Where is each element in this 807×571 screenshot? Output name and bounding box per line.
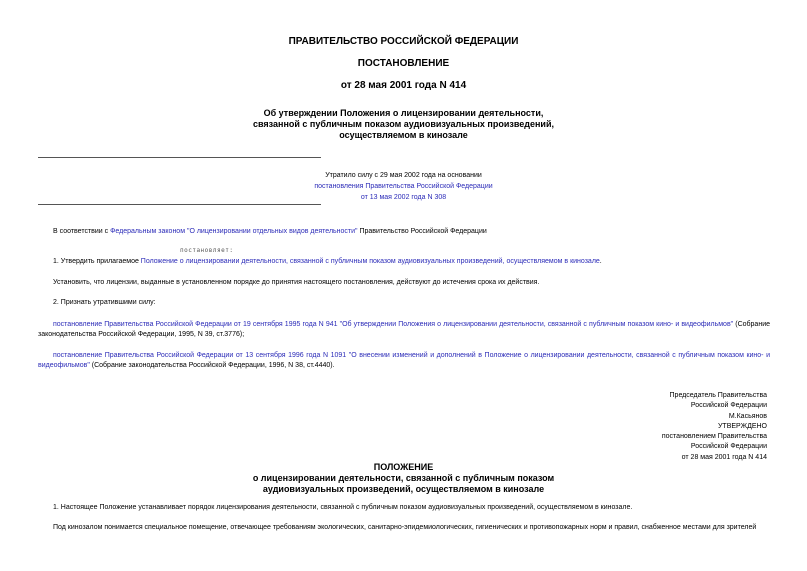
item-1-paragraph [53, 257, 602, 266]
signature-line-3: М.Касьянов [728, 412, 767, 420]
item-2-paragraph: 2. Признать утратившими силу: [53, 299, 156, 306]
item-1-suffix: . [599, 258, 602, 265]
title-line-3: осуществляемом в кинозале [339, 130, 468, 140]
government-name: ПРАВИТЕЛЬСТВО РОССИЙСКОЙ ФЕДЕРАЦИИ [288, 36, 519, 47]
approved-line-2: постановлением Правительства [661, 433, 767, 441]
regulation-heading: ПОЛОЖЕНИЕ [373, 462, 434, 472]
divider-bottom [38, 204, 321, 205]
intro-suffix: Правительство Российской Федерации [357, 228, 487, 235]
regulation-subtitle-2: аудиовизуальных произведений, осуществляемом в кинозале [262, 484, 545, 494]
regulation-paragraph-2: Под кинозалом понимается специальное помещение, отвечающее требованиям экологических, санитарно-эпидемиологических, гигиенических и противопожарных норм и правил, снабженное местами для зрителей [53, 524, 757, 531]
status-link-date[interactable]: от 13 мая 2002 года N 308 [360, 194, 447, 201]
document-title [0, 108, 807, 141]
resolves-word: постановляет: [180, 247, 234, 254]
intro-prefix: В соответствии с [53, 228, 111, 235]
repeal-1-paragraph [38, 320, 770, 340]
document-date-number: от 28 мая 2001 года N 414 [340, 80, 467, 91]
intro-paragraph [53, 227, 487, 236]
title-line-2: связанной с публичным показом аудиовизуальных произведений, [252, 119, 554, 129]
status-note [0, 170, 807, 203]
repeal-2-suffix: (Собрание законодательства Российской Федерации, 1996, N 38, ст.4440). [89, 362, 335, 369]
regulation-subtitle-1: о лицензировании деятельности, связанной с публичным показом [252, 473, 555, 483]
federal-law-link[interactable]: Федеральным законом "О лицензировании отдельных видов деятельности" [110, 228, 358, 235]
status-link-decree[interactable]: постановления Правительства Российской Федерации [314, 183, 493, 190]
signature-line-2: Российской Федерации [690, 402, 767, 410]
signature-line-1: Председатель Правительства [669, 392, 767, 399]
regulation-link[interactable]: Положение о лицензировании деятельности, связанной с публичным показом аудиовизуальных произведений, осуществляемом в кинозале [140, 258, 600, 265]
divider-top [38, 157, 321, 158]
signature-block [662, 391, 767, 463]
status-line-1: Утратило силу с 29 мая 2002 года на основании [325, 172, 482, 179]
licenses-paragraph: Установить, что лицензии, выданные в установленном порядке до принятия настоящего постановления, действуют до истечения срока их действия. [53, 279, 540, 286]
regulation-heading-block [0, 462, 807, 495]
regulation-paragraph-1: 1. Настоящее Положение устанавливает порядок лицензирования деятельности, связанной с публичным показом аудиовизуальных произведений, осуществляемом в кинозале. [53, 504, 633, 511]
approved-line-3: Российской Федерации [690, 443, 767, 451]
approved-line-4: от 28 мая 2001 года N 414 [681, 453, 767, 461]
approved-line-1: УТВЕРЖДЕНО [717, 422, 767, 430]
item-1-prefix: 1. Утвердить прилагаемое [53, 258, 141, 265]
repeal-1-suffix: (Собрание законодательства Российской Федерации, 1995, N 39, ст.3776); [38, 321, 770, 338]
repeal-2-link[interactable]: постановление Правительства Российской Федерации от 13 сентября 1996 года N 1091 "О внесении изменений и дополнений в Положение о лицензировании деятельности, связанной с публичным показом кино- и видеофильмов" [38, 352, 770, 369]
document-type: ПОСТАНОВЛЕНИЕ [357, 58, 450, 69]
title-line-1: Об утверждении Положения о лицензировании деятельности, [263, 108, 544, 118]
repeal-2-paragraph [38, 351, 770, 371]
repeal-1-link[interactable]: постановление Правительства Российской Федерации от 19 сентября 1995 года N 941 "Об утверждении Положения о лицензировании деятельности, связанной с публичным показом кино- и видеофильмов" [53, 321, 734, 328]
